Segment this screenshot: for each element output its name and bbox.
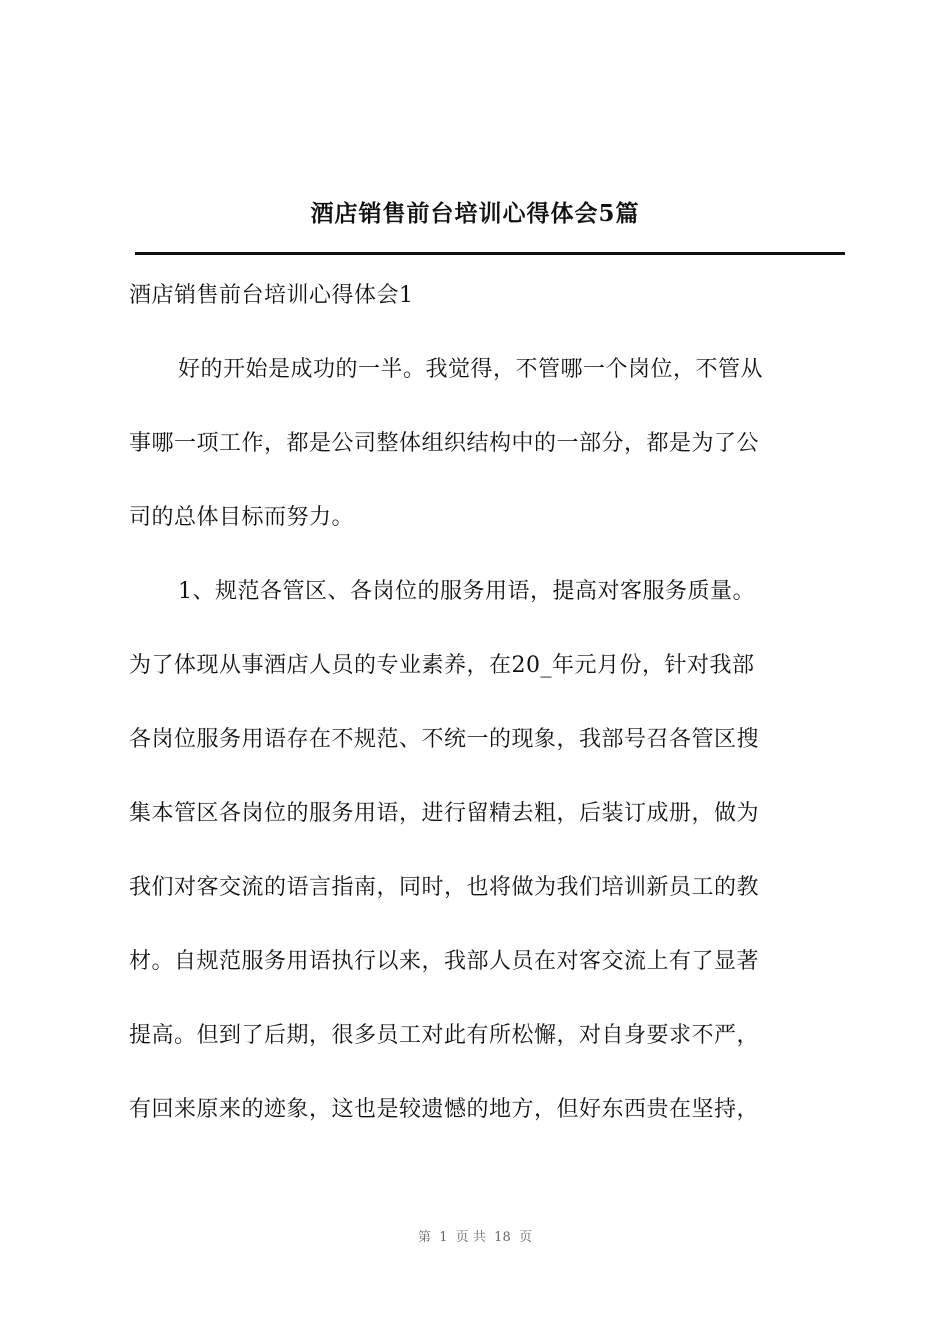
paragraph-line: 有回来原来的迹象，这也是较遗憾的地方，但好东西贵在坚持，	[129, 1097, 760, 1122]
paragraph-line: 提高。但到了后期，很多员工对此有所松懈，对自身要求不严，	[129, 1023, 760, 1048]
paragraph-line: 司的总体目标而努力。	[129, 505, 355, 530]
paragraph-line: 事哪一项工作，都是公司整体组织结构中的一部分，都是为了公	[129, 431, 760, 456]
paragraph-line: 1、规范各管区、各岗位的服务用语，提高对客服务质量。	[178, 579, 755, 604]
section-heading: 酒店销售前台培训心得体会1	[129, 283, 414, 308]
paragraph-line: 为了体现从事酒店人员的专业素养，在20_年元月份，针对我部	[129, 653, 755, 678]
paragraph-line: 材。自规范服务用语执行以来，我部人员在对客交流上有了显著	[129, 949, 760, 974]
paragraph-line: 我们对客交流的语言指南，同时，也将做为我们培训新员工的教	[129, 875, 760, 900]
paragraph-line: 各岗位服务用语存在不规范、不统一的现象，我部号召各管区搜	[129, 727, 760, 752]
paragraph-line: 好的开始是成功的一半。我觉得，不管哪一个岗位，不管从	[178, 357, 764, 382]
page-number-footer: 第 1 页 共 18 页	[417, 1230, 532, 1245]
paragraph-line: 集本管区各岗位的服务用语，进行留精去粗，后装订成册，做为	[129, 801, 760, 826]
document-title: 酒店销售前台培训心得体会5篇	[310, 200, 640, 227]
title-divider	[135, 252, 845, 255]
